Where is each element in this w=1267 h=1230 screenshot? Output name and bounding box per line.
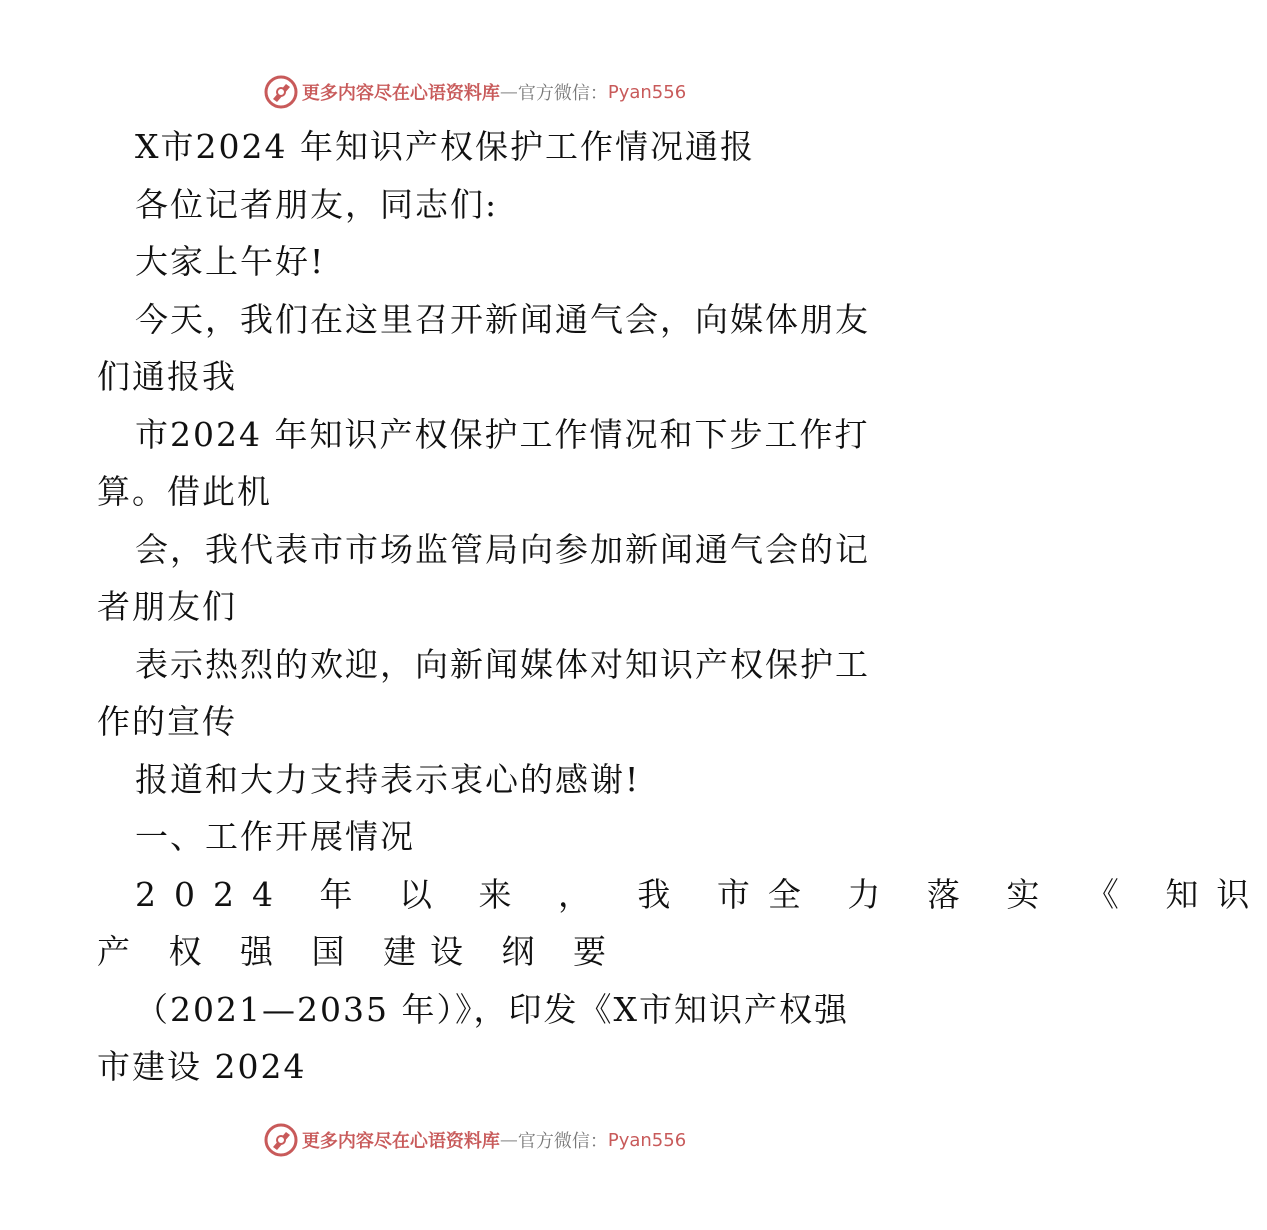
watermark-subtitle: 官方微信： xyxy=(517,1131,608,1152)
paragraph-line: 表示热烈的欢迎，向新闻媒体对知识产权保护工 xyxy=(135,644,870,684)
greeting: 大家上午好! xyxy=(135,242,326,281)
paragraph-line: 报道和大力支持表示衷心的感谢! xyxy=(135,759,641,799)
paragraph-line: 算。借此机 xyxy=(97,472,272,511)
logo-icon xyxy=(264,75,298,109)
watermark-title: 更多内容尽在心语资料库 xyxy=(301,83,500,104)
watermark-header xyxy=(0,70,950,114)
paragraph-line: 市2024 年知识产权保护工作情况和下步工作打 xyxy=(135,414,870,454)
watermark-separator: — xyxy=(499,1129,518,1151)
paragraph-line: 会，我代表市市场监管局向参加新闻通气会的记 xyxy=(135,529,870,569)
paragraph-line: 们通报我 xyxy=(97,357,237,396)
paragraph-line: 今天，我们在这里召开新闻通气会，向媒体朋友 xyxy=(135,299,870,339)
section-heading: 一、工作开展情况 xyxy=(135,817,415,856)
paragraph-line: 2024 年 以 来 ， 我 市全 力 落 实 《 知识 xyxy=(135,874,1267,914)
paragraph-line: 市建设 2024 xyxy=(97,1047,307,1086)
watermark-subtitle: 官方微信： xyxy=(517,83,608,104)
paragraph-line: 作的宣传 xyxy=(97,702,237,741)
logo-icon xyxy=(264,1123,298,1157)
watermark-footer xyxy=(0,1118,950,1162)
watermark-account: Pyan556 xyxy=(607,81,687,103)
document-body xyxy=(97,118,1267,1096)
watermark-separator: — xyxy=(499,81,518,103)
watermark-title: 更多内容尽在心语资料库 xyxy=(301,1131,500,1152)
paragraph-line: （2021—2035 年）》，印发《X市知识产权强 xyxy=(135,989,849,1029)
salutation: 各位记者朋友，同志们: xyxy=(135,184,499,224)
paragraph-line: 产 权 强 国 建设 纲 要 xyxy=(97,932,620,971)
document-title: X市2024 年知识产权保护工作情况通报 xyxy=(135,127,755,166)
watermark-account: Pyan556 xyxy=(607,1129,687,1151)
paragraph-line: 者朋友们 xyxy=(97,587,237,626)
